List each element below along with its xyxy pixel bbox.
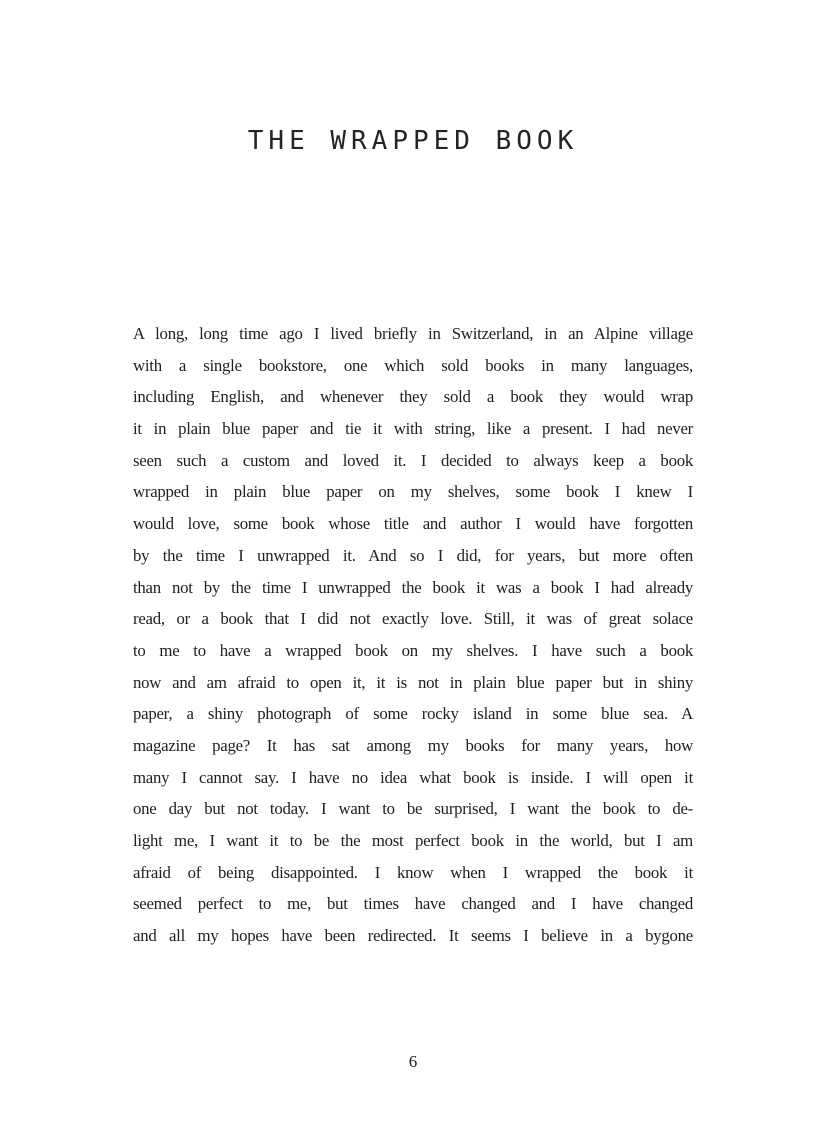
body-line: afraid of being disappointed. I know when I wrapped the book it <box>133 862 693 882</box>
body-line: now and am afraid to open it, it is not in plain blue paper but in shiny <box>133 672 693 692</box>
body-line: wrapped in plain blue paper on my shelves, some book I knew I <box>133 482 693 502</box>
body-line: than not by the time I unwrapped the book it was a book I had already <box>133 577 693 597</box>
body-line: read, or a book that I did not exactly love. Still, it was of great solace <box>133 609 693 629</box>
body-line: many I cannot say. I have no idea what book is inside. I will open it <box>133 767 693 787</box>
body-line: with a single bookstore, one which sold books in many languages, <box>133 355 693 375</box>
body-line: including English, and whenever they sold a book they would wrap <box>133 387 693 407</box>
body-line: and all my hopes have been redirected. It seems I believe in a bygone <box>133 926 693 946</box>
body-line: magazine page? It has sat among my books for many years, how <box>133 735 693 755</box>
body-line: light me, I want it to be the most perfect book in the world, but I am <box>133 831 693 850</box>
body-line: one day but not today. I want to be surprised, I want the book to de- <box>133 799 693 819</box>
body-line: would love, some book whose title and author I would have forgotten <box>133 514 693 534</box>
body-text <box>133 318 693 952</box>
body-line: by the time I unwrapped it. And so I did, for years, but more often <box>133 545 693 565</box>
page-number: 6 <box>408 1052 418 1071</box>
chapter-title: THE WRAPPED BOOK <box>247 126 579 156</box>
body-line: it in plain blue paper and tie it with string, like a present. I had never <box>133 419 693 439</box>
body-line: A long, long time ago I lived briefly in Switzerland, in an Alpine village <box>133 324 693 343</box>
body-line: to me to have a wrapped book on my shelves. I have such a book <box>133 640 693 660</box>
body-line: seen such a custom and loved it. I decided to always keep a book <box>133 450 693 470</box>
body-line: paper, a shiny photograph of some rocky island in some blue sea. A <box>133 704 693 724</box>
body-line: seemed perfect to me, but times have changed and I have changed <box>133 894 693 914</box>
